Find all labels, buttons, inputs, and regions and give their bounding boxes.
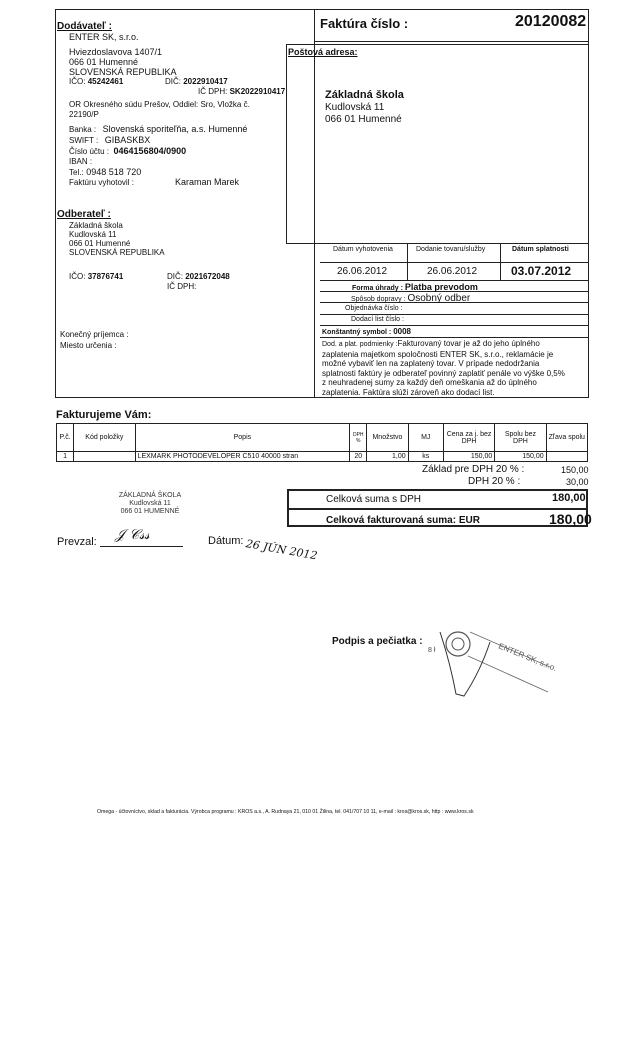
postal-address-box [286,44,589,244]
destination-label: Miesto určenia : [60,341,117,350]
invoice-number: 20120082 [515,13,587,30]
total-value: 180,00 [552,492,586,504]
supplier-phone: 0948 518 720 [86,167,142,177]
received-signature-icon: 𝒥 𝒞𝓈𝓈 [115,527,150,543]
total-label: Celková suma s DPH [326,494,422,505]
cell-unit: ks [408,452,443,462]
customer-city: 066 01 Humenné [69,239,131,248]
payment-line-4 [320,325,589,326]
delivery-date-label: Dodanie tovaru/služby [416,246,486,253]
vat-base-label: Základ pre DPH [422,464,494,475]
const-symbol-row [322,327,411,336]
supplier-bank-row [57,124,312,135]
customer-street: Kudlovská 11 [69,230,117,239]
customer-ico: 37876741 [87,272,124,281]
dates-sep-1 [407,244,408,280]
vat-label: DPH [468,476,490,487]
supplier-issuer: Karaman Marek [175,177,240,187]
totals-divider [287,508,588,510]
delivery-date: 26.06.2012 [427,266,478,277]
customer-name: Základná škola [69,221,123,230]
order-number-label: Objednávka číslo : [345,305,403,312]
customer-country: SLOVENSKÁ REPUBLIKA [69,248,165,257]
terms-block [322,339,587,397]
supplier-account-row [57,146,312,157]
cell-vat: 20 [350,452,367,462]
supplier-city: 066 01 Humenné [69,57,139,67]
supplier-iban-label: IBAN : [69,157,93,166]
customer-ico-label: IČO: [69,272,86,281]
vat-value: 30,00 [566,477,589,487]
shipping-label: Spôsob dopravy : [351,296,406,303]
supplier-heading: Dodávateľ : [57,21,112,32]
payment-form-row [352,282,478,292]
supplier-ico-label: IČO: [69,77,86,86]
supplier-ico-row [57,77,312,87]
terms-line-2: zaplatenia majetkom spoločnosti ENTER SK, s.r.o., reklamácie je [322,349,554,359]
customer-ico-row [69,272,123,281]
supplier-bank: Slovenská sporiteľňa, a.s. Humenné [102,124,248,134]
postal-street: Kudlovská 11 [325,102,385,113]
terms-line-6: zaplatenia. Faktúra slúži zároveň ako dodací list. [322,387,495,397]
cell-qty: 1,00 [367,452,408,462]
vat-rate: 20 % : [491,476,521,487]
cell-unit-price: 150,00 [443,452,494,462]
col-unit-price: Cena za j. bez DPH [443,424,494,452]
supplier-bank-label: Banka : [69,125,97,134]
terms-line-5: z neuhradenej sumy za každý deň omeškania až do úplného [322,378,537,387]
col-vat: DPH % [350,424,367,452]
customer-block [57,209,312,257]
supplier-dic-label: DIČ: [165,77,181,86]
payment-line-5 [320,337,589,338]
dates-divider [320,262,589,263]
vat-base-row [422,464,524,475]
col-code: Kód položky [74,424,135,452]
customer-icdph-label: IČ DPH: [167,282,197,291]
supplier-street: Hviezdoslavova 1407/1 [69,47,163,57]
col-total: Spolu bez DPH [495,424,546,452]
supplier-icdph-label: IČ DPH: [198,87,228,96]
school-stamp-line-1: ZÁKLADNÁ ŠKOLA [118,492,182,499]
received-label: Prevzal: [57,536,97,548]
vat-base-rate: 20 % : [495,464,525,475]
supplier-dic-wrap [165,77,228,87]
payment-form-label: Forma úhrady : [352,285,403,292]
dates-bottom [320,280,589,281]
supplier-phone-label: Tel.: [69,168,84,177]
postal-name: Základná škola [325,89,404,101]
supplier-issuer-label: Faktúru vyhotovil : [69,178,134,187]
customer-dic-row [167,272,230,281]
supplier-swift: GIBASKBX [104,135,151,145]
supplier-swift-label: SWIFT : [69,136,99,145]
vat-row [468,476,520,487]
items-table [56,423,588,462]
invoiced-label: Celková fakturovaná suma: EUR [326,515,480,526]
signature-label: Podpis a pečiatka : [332,636,423,647]
const-symbol-label: Konštantný symbol : [322,329,392,336]
invoice-title: Faktúra číslo : [320,16,409,31]
company-stamp-text: ENTER SK, s.r.o. [497,641,558,674]
col-qty: Množstvo [367,424,408,452]
date-label: Dátum: [208,535,244,547]
footer-text: Omega - účtovníctvo, sklad a fakturácia. Výrobca programu : KROS a.s., A. Rudnaya 21, 010 01 Žilina, tel. 041/707 10 11, e-mail : kros@kros.sk, http : www.kros.sk [97,809,474,815]
terms-line-3: možné vybaviť len na zaplatený tovar. V prípade nedodržania [322,359,540,368]
terms-line-1: Fakturovaný tovar je až do jeho úplného [397,339,540,348]
school-stamp-line-3: 066 01 HUMENNÉ [120,508,180,515]
col-unit: MJ [408,424,443,452]
supplier-country: SLOVENSKÁ REPUBLIKA [69,67,177,77]
shipping-row [351,293,470,304]
cell-pc: 1 [57,452,74,462]
title-underline [314,41,589,42]
postal-city: 066 01 Humenné [325,114,402,125]
cell-desc: LEXMARK PHOTODEVELOPER C510 40000 stran [135,452,350,462]
col-discount: Zľava spolu [546,424,587,452]
supplier-ico: 45242461 [87,77,124,86]
dates-sep-2 [500,244,501,280]
shipping: Osobný odber [407,293,471,304]
supplier-name: ENTER SK, s.r.o. [69,32,139,42]
customer-dic: 2021672048 [185,272,230,281]
col-pc: P.č. [57,424,74,452]
terms-line-4: splatnosti faktúry je odberateľ povinný zaplatiť penále vo výške 0,5% [322,368,565,378]
supplier-account-label: Číslo účtu : [69,147,110,156]
payment-form: Platba prevodom [404,282,478,292]
customer-dic-label: DIČ: [167,272,183,281]
supplier-icdph-row [57,87,312,97]
issue-date: 26.06.2012 [337,266,388,277]
svg-text:8 ł: 8 ł [428,647,436,654]
supplier-block [57,22,312,188]
company-stamp-icon [420,612,570,712]
due-date-label: Dátum splatnosti [512,246,569,253]
const-symbol: 0008 [393,327,411,336]
items-header-row [57,424,588,452]
received-line [100,546,183,547]
customer-heading: Odberateľ : [57,209,111,220]
supplier-icdph: SK2022910417 [229,87,286,96]
vat-base-value: 150,00 [561,465,589,475]
supplier-register-1: OR Okresného súdu Prešov, Oddiel: Sro, Vložka č. [69,100,250,109]
cell-discount [546,452,587,462]
items-heading: Fakturujeme Vám: [56,409,152,421]
invoiced-value: 180,00 [549,511,592,527]
col-desc: Popis [135,424,350,452]
terms-label: Dod. a plat. podmienky : [322,341,398,348]
supplier-dic: 2022910417 [183,77,228,86]
due-date: 03.07.2012 [511,264,572,278]
cell-total: 150,00 [495,452,546,462]
final-recipient-label: Konečný príjemca : [60,330,129,339]
supplier-account: 0464156804/0900 [113,146,187,156]
supplier-register-2: 22190/P [69,110,99,119]
date-handwritten: 26 JÚN 2012 [244,537,319,563]
school-stamp-line-2: Kudlovská 11 [129,500,171,507]
delivery-note-label: Dodací list číslo : [351,316,404,323]
supplier-swift-row [57,135,312,146]
issue-date-label: Dátum vyhotovenia [333,246,393,253]
table-row [57,452,588,462]
cell-code [74,452,135,462]
postal-heading: Poštová adresa: [288,47,358,57]
payment-line-3 [320,314,589,315]
school-stamp [105,492,195,516]
supplier-issuer-row [57,178,312,188]
